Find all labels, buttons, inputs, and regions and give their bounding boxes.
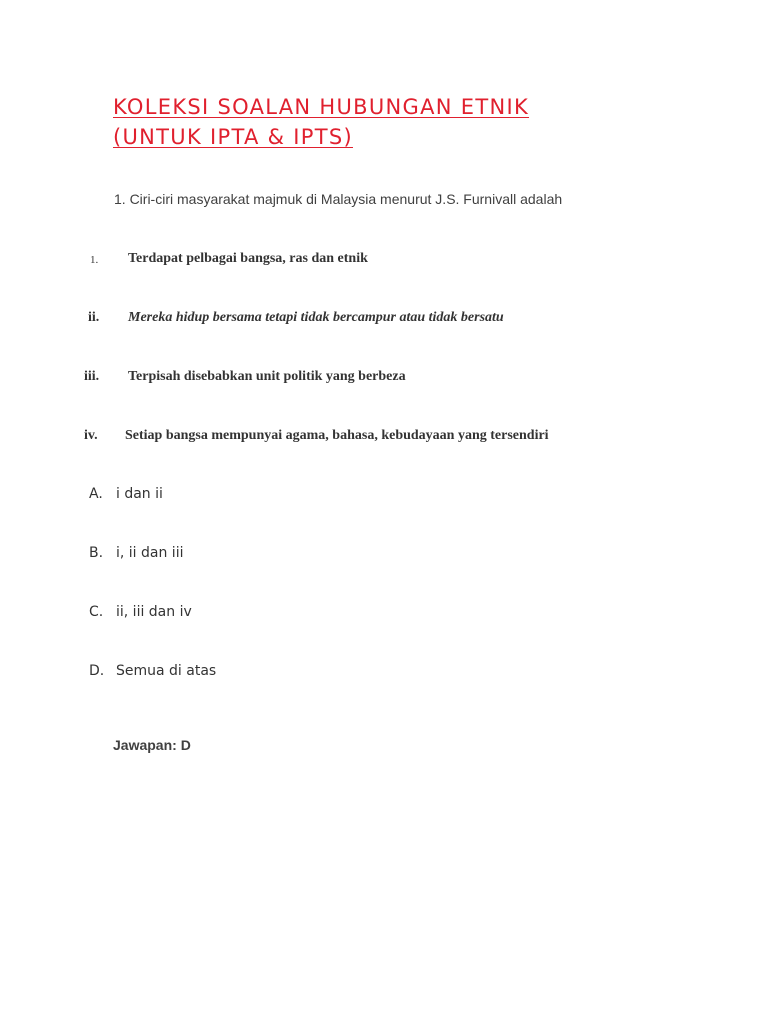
option-text: i, ii dan iii	[116, 545, 184, 561]
statement-text: Setiap bangsa mempunyai agama, bahasa, kebudayaan yang tersendiri	[125, 428, 549, 443]
document-title	[113, 92, 633, 152]
statement-item	[0, 369, 768, 391]
option-text: Semua di atas	[116, 663, 217, 679]
option-letter: D.	[89, 663, 105, 679]
statement-number: 1.	[90, 254, 99, 266]
statement-text: Terdapat pelbagai bangsa, ras dan etnik	[128, 251, 368, 266]
option-text: ii, iii dan iv	[116, 604, 192, 620]
statement-number: iv.	[84, 428, 98, 443]
statement-text: Mereka hidup bersama tetapi tidak bercampur atau tidak bersatu	[128, 310, 504, 325]
option-letter: B.	[89, 545, 104, 561]
title-line-2: (UNTUK IPTA & IPTS)	[113, 125, 353, 149]
statement-number: ii.	[88, 310, 100, 325]
option-letter: A.	[89, 486, 103, 502]
question-text: 1. Ciri-ciri masyarakat majmuk di Malaysia menurut J.S. Furnivall adalah	[114, 191, 563, 207]
option-letter: C.	[89, 604, 104, 620]
answer-line	[113, 737, 191, 753]
statement-number: iii.	[84, 369, 100, 384]
statement-item	[0, 310, 768, 332]
statement-item	[0, 428, 768, 450]
answer-label: Jawapan:	[113, 737, 181, 753]
statement-item	[0, 251, 768, 273]
option-text: i dan ii	[116, 486, 163, 502]
title-line-1: KOLEKSI SOALAN HUBUNGAN ETNIK	[113, 95, 530, 119]
answer-value: D	[180, 737, 191, 753]
statement-text: Terpisah disebabkan unit politik yang berbeza	[128, 369, 406, 384]
